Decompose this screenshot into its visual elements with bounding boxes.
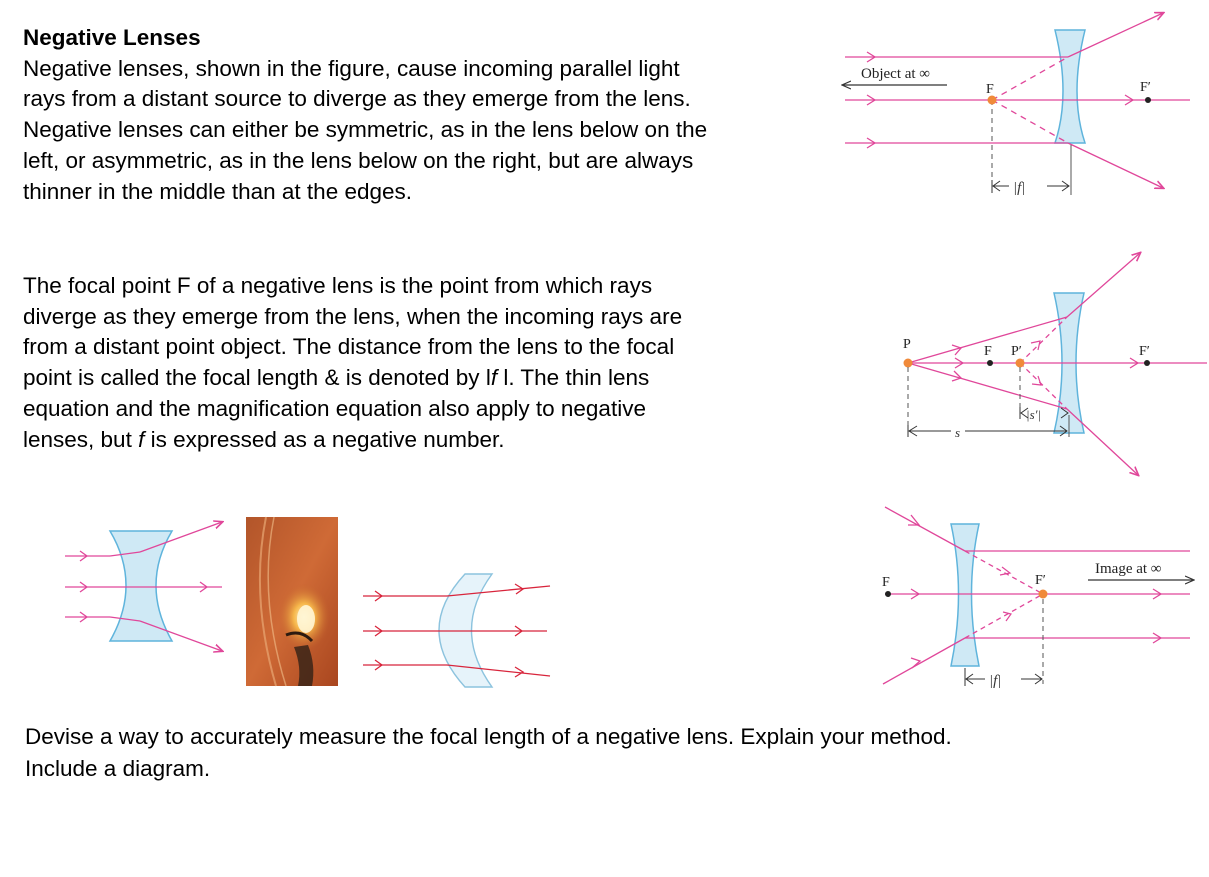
abs-open: l bbox=[485, 365, 491, 391]
diagram-object-at-infinity bbox=[835, 5, 1195, 205]
symmetric-lens bbox=[110, 531, 172, 641]
bottom-dimension-label: |f| bbox=[989, 673, 1002, 689]
middle-image-distance-label: |s′| bbox=[1026, 407, 1042, 422]
middle-focal-prime-label: F′ bbox=[1139, 344, 1150, 359]
diagram-image-at-infinity bbox=[875, 498, 1200, 693]
task-prompt bbox=[25, 721, 1185, 785]
task-line-2: Include a diagram. bbox=[25, 756, 211, 781]
task-line-1: Devise a way to accurately measure the focal length of a negative lens. Explain your method. bbox=[25, 724, 952, 749]
middle-focal-point bbox=[987, 360, 993, 366]
top-dimension-label: |f| bbox=[1013, 180, 1026, 196]
middle-image-label: P′ bbox=[1011, 344, 1022, 359]
section-heading: Negative Lenses bbox=[23, 25, 201, 50]
bottom-image-label: Image at ∞ bbox=[1095, 561, 1162, 577]
middle-object-point bbox=[904, 359, 913, 368]
bottom-focal-label: F bbox=[882, 575, 890, 590]
symmetric-lens-figure bbox=[60, 515, 230, 655]
f-symbol: f bbox=[490, 365, 498, 391]
middle-focal-label: F bbox=[984, 344, 992, 359]
focal-point-paragraph bbox=[23, 271, 713, 455]
bottom-focal-prime-label: F′ bbox=[1035, 573, 1046, 588]
top-focal-label: F bbox=[986, 82, 994, 97]
diagram-point-object bbox=[895, 245, 1209, 480]
middle-image-point bbox=[1016, 359, 1025, 368]
bottom-focal-prime-point bbox=[1039, 590, 1048, 599]
abs-close: l bbox=[497, 365, 509, 391]
paragraph-two-part3: is expressed as a negative number. bbox=[144, 426, 505, 452]
middle-object-label: P bbox=[903, 337, 911, 352]
middle-object-distance-label: s bbox=[955, 425, 961, 440]
asymmetric-lens-figure bbox=[355, 565, 555, 695]
paragraph-two-part2: . The thin lens equation and the magnification equation also apply to negative lenses, but bbox=[23, 365, 650, 452]
intro-paragraph bbox=[23, 23, 713, 207]
paragraph-one: Negative lenses, shown in the figure, cause incoming parallel light rays from a distant source to diverge as they emerge from the lens. Negative lenses can either be symmetric, as in the lens below on the left, or asymmetric, as in the lens below on the right, but are always thinner in the middle than at the edges. bbox=[23, 55, 708, 204]
paragraph-two-part1: The focal point F of a negative lens is the point from which rays diverge as they emerge from the lens, when the incoming rays are from a distant point object. The distance from the lens to the focal point is called the focal length & is denoted by bbox=[23, 273, 683, 391]
middle-focal-prime-point bbox=[1144, 360, 1150, 366]
lens-photo bbox=[246, 517, 338, 686]
top-focal-prime-label: F′ bbox=[1140, 80, 1151, 95]
lens-top bbox=[1055, 30, 1085, 143]
top-focal-prime-point bbox=[1145, 97, 1151, 103]
top-object-label: Object at ∞ bbox=[861, 66, 931, 82]
f-symbol-2: f bbox=[138, 426, 145, 452]
bottom-focal-point bbox=[885, 591, 891, 597]
